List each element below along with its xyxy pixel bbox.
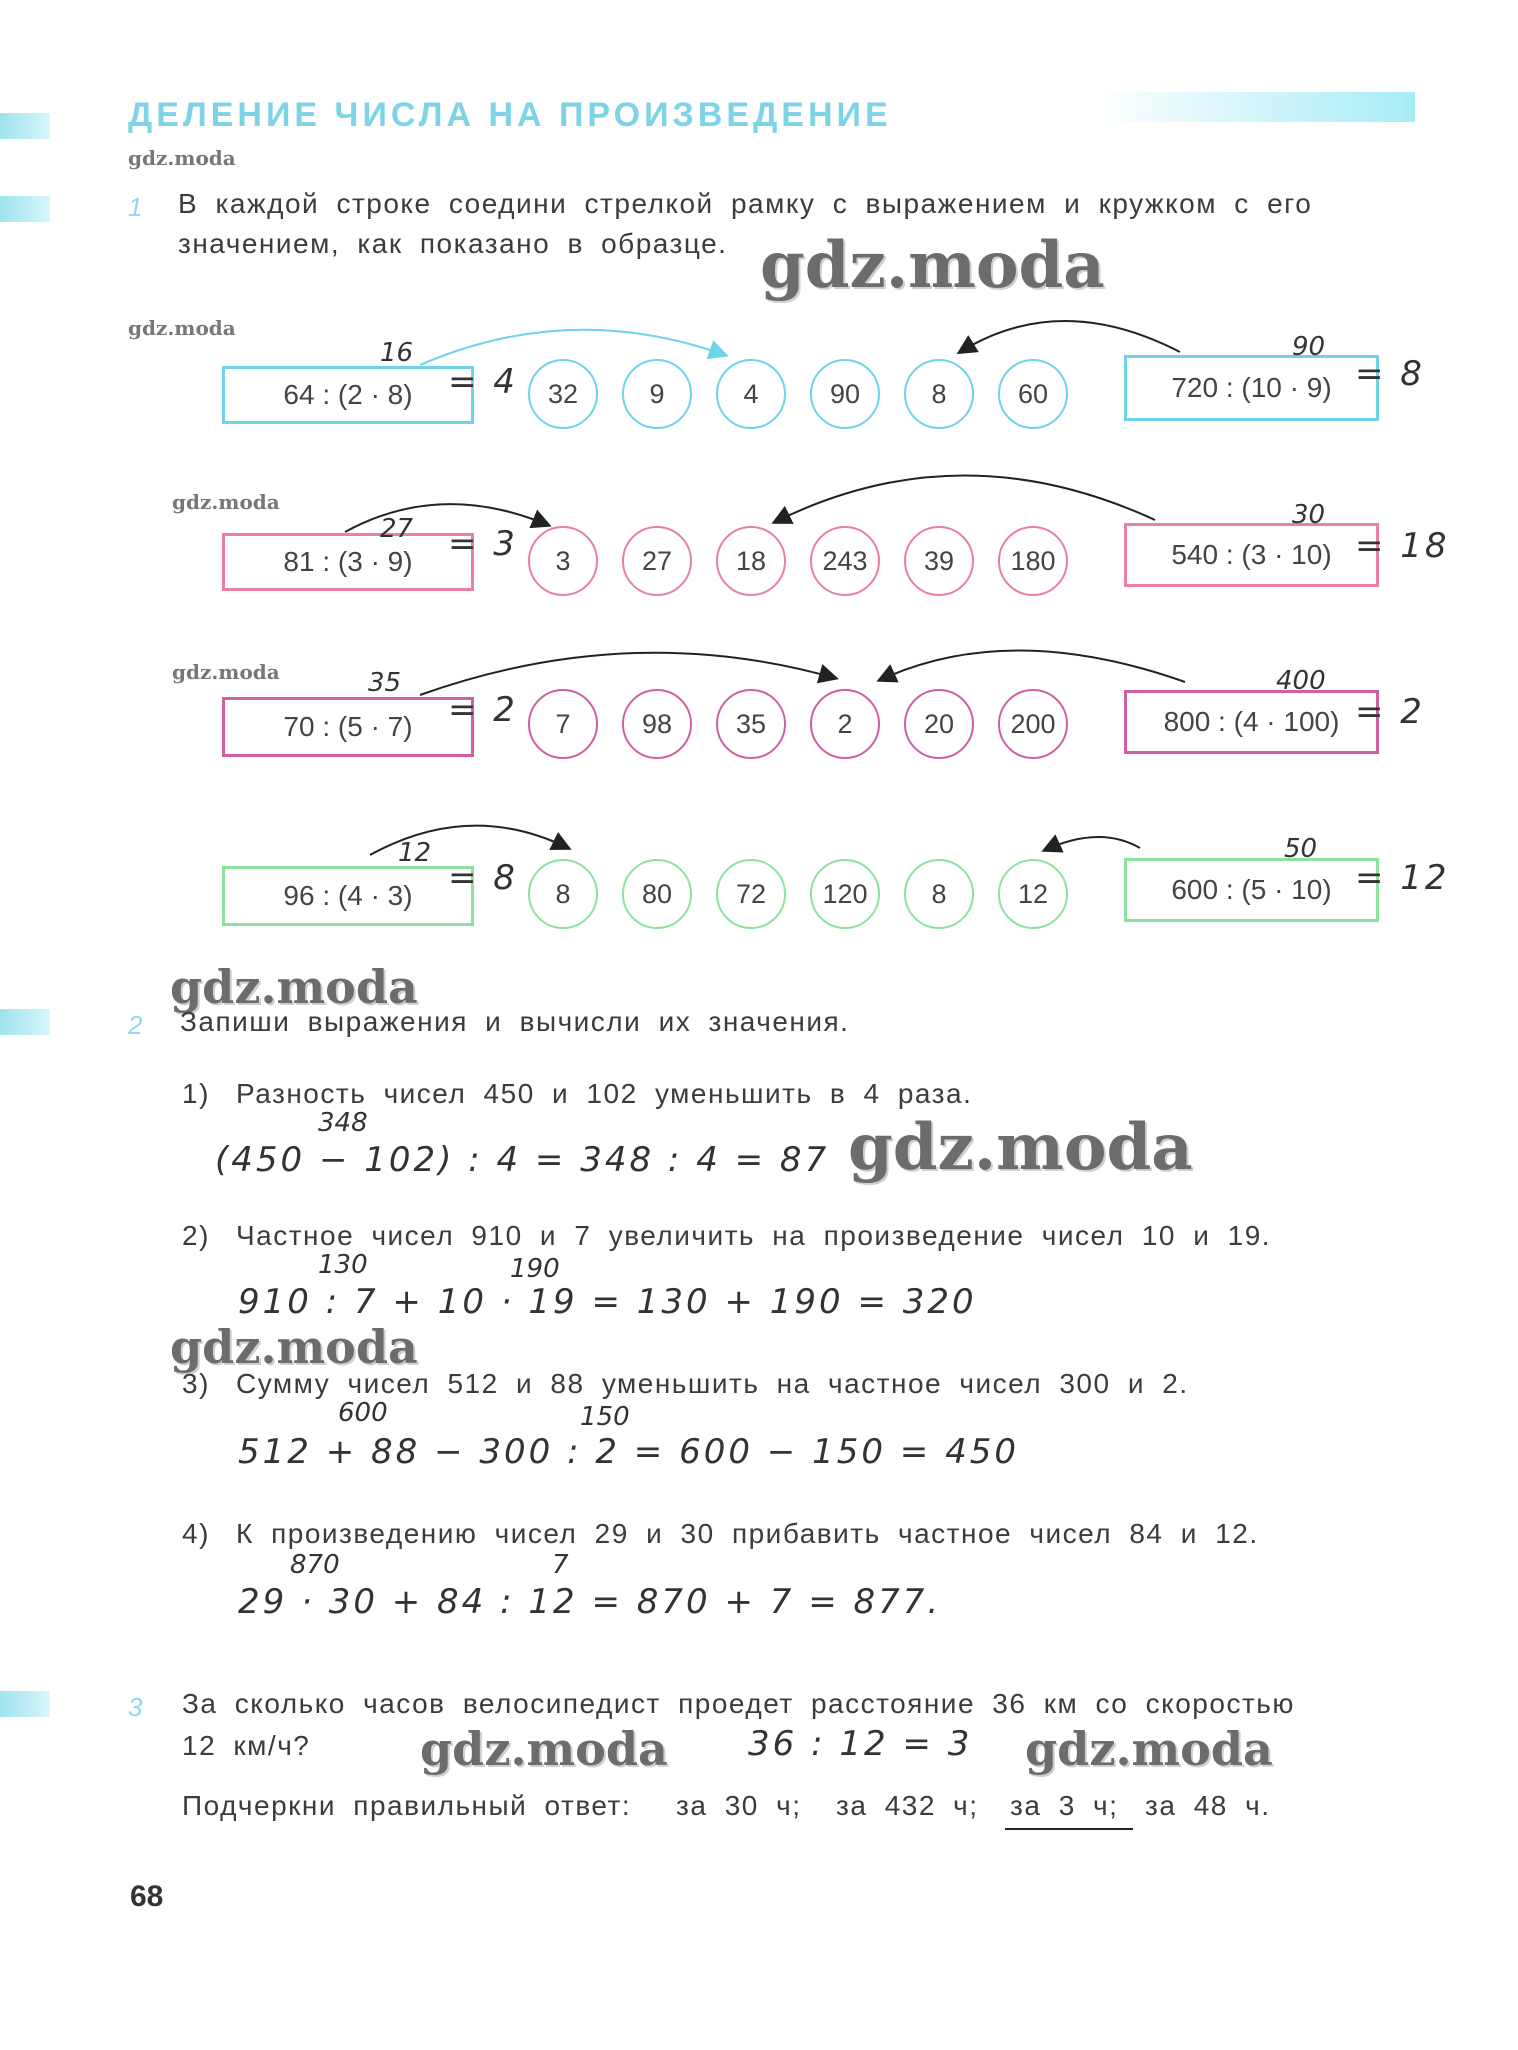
watermark-medium: gdz.moda: [170, 960, 418, 1014]
handwritten-note: 348: [318, 1108, 368, 1138]
handwritten-note: 50: [1284, 834, 1318, 864]
value-circle[interactable]: 18: [716, 526, 786, 596]
task1-text-line1: В каждой строке соедини стрелкой рамку с выражением и кружком с его: [178, 188, 1313, 219]
handwritten-note: 130: [318, 1250, 368, 1280]
handwritten-answer: = 4: [448, 362, 518, 402]
expression-box[interactable]: 96 : (4 · 3): [222, 866, 474, 926]
value-circle[interactable]: 90: [810, 359, 880, 429]
watermark-small: gdz.moda: [128, 146, 236, 170]
handwritten-note: 400: [1276, 666, 1326, 696]
value-circle[interactable]: 12: [998, 859, 1068, 929]
value-circle[interactable]: 98: [622, 689, 692, 759]
value-circle[interactable]: 32: [528, 359, 598, 429]
value-circle[interactable]: 2: [810, 689, 880, 759]
value-circle[interactable]: 120: [810, 859, 880, 929]
item-label: 1): [182, 1078, 210, 1109]
value-circle[interactable]: 243: [810, 526, 880, 596]
arrow-row3-right: [880, 650, 1185, 682]
handwritten-solution: 29 · 30 + 84 : 12 = 870 + 7 = 877.: [238, 1582, 942, 1622]
arrow-row4-right: [1045, 837, 1140, 850]
watermark-medium: gdz.moda: [170, 1320, 418, 1374]
handwritten-note: 150: [580, 1402, 630, 1432]
handwritten-answer: = 3: [448, 524, 518, 564]
value-circle[interactable]: 3: [528, 526, 598, 596]
handwritten-note: 600: [338, 1398, 388, 1428]
handwritten-note: 27: [380, 514, 414, 544]
handwritten-note: 190: [510, 1254, 560, 1284]
answer-option[interactable]: за 48 ч.: [1145, 1790, 1271, 1821]
handwritten-answer: = 2: [448, 690, 518, 730]
watermark-medium: gdz.moda: [1025, 1722, 1273, 1776]
handwritten-solution: 910 : 7 + 10 · 19 = 130 + 190 = 320: [238, 1282, 977, 1322]
item-label: 4): [182, 1518, 210, 1549]
handwritten-note: 12: [398, 838, 432, 868]
watermark-large: gdz.moda: [760, 228, 1105, 303]
expression-box[interactable]: 81 : (3 · 9): [222, 533, 474, 591]
value-circle[interactable]: 180: [998, 526, 1068, 596]
watermark-small: gdz.moda: [172, 660, 280, 684]
handwritten-solution: 36 : 12 = 3: [748, 1724, 973, 1764]
expression-box[interactable]: 800 : (4 · 100): [1124, 690, 1379, 754]
expression-box[interactable]: 600 : (5 · 10): [1124, 858, 1379, 922]
handwritten-note: 35: [368, 668, 402, 698]
page-title: ДЕЛЕНИЕ ЧИСЛА НА ПРОИЗВЕДЕНИЕ: [128, 96, 892, 134]
watermark-small: gdz.moda: [172, 490, 280, 514]
handwritten-note: 90: [1292, 332, 1326, 362]
answer-option-underlined[interactable]: за 3 ч;: [1010, 1790, 1119, 1821]
value-circle[interactable]: 80: [622, 859, 692, 929]
task3-text-line1: За сколько часов велосипедист проедет расстояние 36 км со скоростью: [182, 1688, 1295, 1719]
value-circle[interactable]: 8: [904, 359, 974, 429]
item-text: Частное чисел 910 и 7 увеличить на произведение чисел 10 и 19.: [236, 1220, 1272, 1251]
handwritten-solution: (450 − 102) : 4 = 348 : 4 = 87: [215, 1140, 830, 1180]
arrow-row2-right: [775, 475, 1155, 522]
handwritten-note: 870: [290, 1550, 340, 1580]
task2-text: Запиши выражения и вычисли их значения.: [180, 1006, 850, 1037]
handwritten-note: 7: [552, 1550, 569, 1580]
arrow-row1-right: [960, 321, 1180, 352]
expression-box[interactable]: 540 : (3 · 10): [1124, 523, 1379, 587]
value-circle[interactable]: 200: [998, 689, 1068, 759]
value-circle[interactable]: 9: [622, 359, 692, 429]
handwritten-answer: = 2: [1355, 692, 1425, 732]
value-circle[interactable]: 7: [528, 689, 598, 759]
value-circle[interactable]: 8: [528, 859, 598, 929]
expression-box[interactable]: 64 : (2 · 8): [222, 366, 474, 424]
value-circle[interactable]: 35: [716, 689, 786, 759]
page-number: 68: [130, 1880, 164, 1913]
value-circle[interactable]: 20: [904, 689, 974, 759]
item-text: Разность чисел 450 и 102 уменьшить в 4 раза.: [236, 1078, 973, 1109]
value-circle[interactable]: 60: [998, 359, 1068, 429]
handwritten-note: 16: [380, 338, 414, 368]
handwritten-answer: = 18: [1355, 526, 1450, 566]
item-label: 2): [182, 1220, 210, 1251]
value-circle[interactable]: 72: [716, 859, 786, 929]
arrow-row3-left: [420, 653, 835, 695]
watermark-medium: gdz.moda: [420, 1722, 668, 1776]
task-number: 1: [128, 192, 143, 222]
item-text: Сумму чисел 512 и 88 уменьшить на частное чисел 300 и 2.: [236, 1368, 1189, 1399]
answer-prompt: Подчеркни правильный ответ:: [182, 1790, 632, 1821]
answer-underline-mark: [1005, 1828, 1133, 1830]
answer-option[interactable]: за 30 ч;: [676, 1790, 802, 1821]
value-circle[interactable]: 4: [716, 359, 786, 429]
value-circle[interactable]: 39: [904, 526, 974, 596]
item-text: К произведению чисел 29 и 30 прибавить частное чисел 84 и 12.: [236, 1518, 1259, 1549]
answer-option[interactable]: за 432 ч;: [836, 1790, 979, 1821]
handwritten-answer: = 12: [1355, 858, 1450, 898]
expression-box[interactable]: 720 : (10 · 9): [1124, 355, 1379, 421]
handwritten-solution: 512 + 88 − 300 : 2 = 600 − 150 = 450: [238, 1432, 1019, 1472]
watermark-large: gdz.moda: [848, 1110, 1193, 1185]
task3-text-line2: 12 км/ч?: [182, 1730, 311, 1761]
handwritten-answer: = 8: [1355, 354, 1425, 394]
task-number: 3: [128, 1692, 143, 1722]
task1-text-line2: значением, как показано в образце.: [178, 228, 728, 259]
expression-box[interactable]: 70 : (5 · 7): [222, 697, 474, 757]
value-circle[interactable]: 27: [622, 526, 692, 596]
watermark-small: gdz.moda: [128, 316, 236, 340]
value-circle[interactable]: 8: [904, 859, 974, 929]
item-label: 3): [182, 1368, 210, 1399]
handwritten-note: 30: [1292, 500, 1326, 530]
handwritten-answer: = 8: [448, 858, 518, 898]
task-number: 2: [128, 1010, 143, 1040]
